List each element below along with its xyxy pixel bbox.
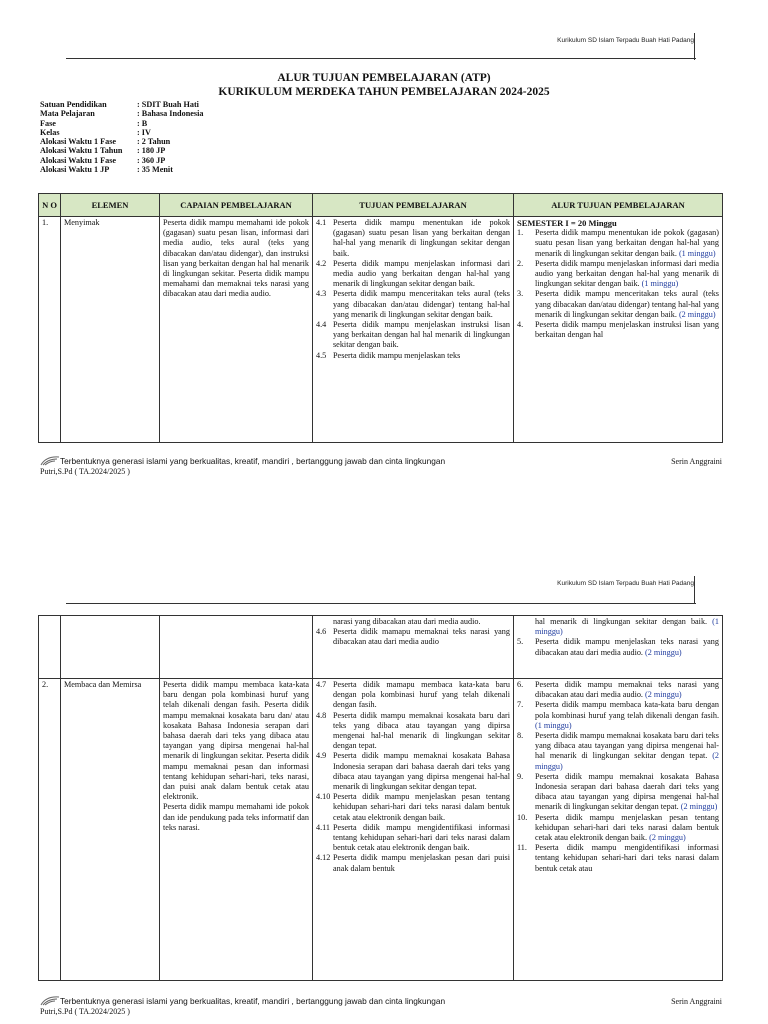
item-text-wrap [333,751,510,792]
item-text-wrap [535,289,719,320]
meta-value: : Bahasa Indonesia [137,109,204,119]
meta-key: Alokasi Waktu 1 Fase [40,137,117,147]
header-rule [66,603,696,604]
item-number: 4.1 [316,218,327,227]
meta-value: : 360 JP [137,155,166,165]
alur-item [517,617,719,637]
tujuan-item [316,627,510,647]
item-text-wrap [333,218,510,259]
item-number: 4.12 [316,853,331,863]
row-number: 2. [39,679,61,981]
item-text-wrap [333,259,510,290]
meta-value: : B [137,118,148,128]
item-text-wrap [535,228,719,259]
atp-table-page-2 [38,615,723,981]
alur-cell [514,679,723,981]
item-text-wrap [333,289,510,320]
item-text-wrap [535,772,719,813]
footer-author-cont: Putri,S.Pd ( TA.2024/2025 ) [40,1007,130,1016]
motto-text: Terbentuknya generasi islami yang berkualitas, kreatif, mandiri , bertanggung jawab dan cinta lingkungan [60,456,446,466]
tujuan-cell [313,217,514,443]
meta-row [40,146,203,155]
meta-value: : 180 JP [137,146,166,156]
meta-row [40,156,203,165]
item-text: Peserta didik mampu menjelaskan instruksi lisan yang berkaitan dengan hal hal menarik di lingkungan sekitar dengan baik. [333,320,510,350]
tujuan-item [316,218,510,259]
header-tujuan: TUJUAN PEMBELAJARAN [313,194,514,217]
duration-label: (2 minggu) [680,802,718,812]
item-number: 4.2 [316,258,327,268]
pen-icon [40,995,60,1006]
alur-item [517,637,719,657]
item-number: 9. [517,771,524,781]
footer-author: Serin Anggraini [671,997,722,1006]
capaian-cell: Peserta didik mampu memahami ide pokok (gagasan) suatu pesan lisan, informasi dari media audio, teks aural (teks yang dibacakan dan/atau didengar), dan instruksi lisan yang berkaitan dengan hal hal menarik di lingkungan sekitar. Peserta didik mampu memahami dan memaknai teks narasi yang dibacakan atau dari media audio. [160,217,313,443]
item-text: Peserta didik mampu memaknai kosakata baru dari teks yang dibaca atau tayangan yang dipirsa mengenai hal-hal menarik di lingkungan sekitar dengan tepat. [333,710,510,751]
duration-label: (2 minggu) [678,309,716,319]
meta-key: Alokasi Waktu 1 Fase [40,155,117,165]
item-number: 4.9 [316,751,327,761]
item-text: Peserta didik mampu menjelaskan pesan dari puisi anak dalam bentuk [333,853,510,873]
document-title: ALUR TUJUAN PEMBELAJARAN (ATP) [277,72,491,84]
meta-row [40,109,203,118]
alur-cell [514,217,723,443]
item-text: Peserta didik mampu membaca kata-kata baru dengan pola kombinasi huruf yang telah dikenali dengan fasih. [535,700,719,720]
header-alur: ALUR TUJUAN PEMBELAJARAN [514,194,723,217]
item-number: 2. [517,258,524,268]
tujuan-item [316,853,510,873]
alur-item [517,700,719,731]
item-text-wrap [535,637,719,657]
item-text: Peserta didik mampu memaknai kosakata baru dari teks yang dibaca atau tayangan yang dipirsa mengenai hal-hal menarik di lingkungan sekitar dengan tepat. [535,731,719,761]
item-text: Peserta didik mampu menjelaskan teks narasi yang dibacakan atau dari media audio. [535,637,719,657]
alur-item [517,680,719,700]
item-text: Peserta didik mampu mengidentifikasi informasi tentang kehidupan sehari-hari dari teks narasi dalam bentuk cetak atau [535,843,719,873]
item-number: 4.11 [316,822,331,832]
motto-text: Terbentuknya generasi islami yang berkualitas, kreatif, mandiri , bertanggung jawab dan cinta lingkungan [60,996,446,1006]
item-number: 6. [517,680,524,689]
footer-author-cont: Putri,S.Pd ( TA.2024/2025 ) [40,467,130,476]
item-text: Peserta didik mampu menjelaskan pesan tentang kehidupan sehari-hari dari teks narasi dalam bentuk cetak atau elektronik dengan baik. [333,792,510,822]
header-capaian: CAPAIAN PEMBELAJARAN [160,194,313,217]
item-text: Peserta didik mampu menjelaskan teks [333,350,461,360]
alur-item [517,320,719,340]
item-number: 10. [517,812,528,822]
meta-key: Mata Pelajaran [40,109,95,119]
atp-table-page-1 [38,193,723,443]
running-header: Kurikulum SD Islam Terpadu Buah Hati Padang [557,37,694,44]
duration-label: (1 minggu) [678,248,716,258]
item-text: narasi yang dibacakan atau dari media audio. [333,617,481,626]
tujuan-item [316,751,510,792]
item-text-wrap [333,711,510,752]
meta-row [40,165,203,174]
item-text-wrap [535,259,719,290]
item-number: 4.4 [316,320,327,330]
running-header: Kurikulum SD Islam Terpadu Buah Hati Padang [557,580,694,587]
duration-label: (1 minggu) [641,279,679,289]
item-text: Peserta didik mampu menjelaskan informasi dari media audio yang berkaitan dengan hal-hal yang menarik di lingkungan sekitar dengan baik. [535,258,719,289]
document-subtitle: KURIKULUM MERDEKA TAHUN PEMBELAJARAN 2024-2025 [218,86,550,98]
item-text-wrap [535,731,719,772]
tujuan-item [316,617,510,627]
item-text: Peserta didik mampu menentukan ide pokok (gagasan) suatu pesan lisan yang berkaitan dengan hal-hal yang menarik di lingkungan sekitar dengan baik. [535,228,719,258]
row-number: 1. [39,217,61,443]
tujuan-item [316,711,510,752]
item-text: Peserta didik mampu memaknai teks narasi yang dibacakan atau dari media audio. [535,680,719,700]
meta-value: : 35 Menit [137,165,173,175]
item-text-wrap [535,617,719,637]
meta-row [40,128,203,137]
header-divider [694,33,695,60]
header-no: N O [39,194,61,217]
item-text-wrap [333,680,510,711]
footer-author: Serin Anggraini [671,457,722,466]
capaian-text-2: Peserta didik mampu memahami ide pokok dan ide pendukung pada teks informatif dan teks narasi. [163,802,309,832]
tujuan-item [316,351,510,361]
meta-key: Kelas [40,127,60,137]
item-number [316,617,333,627]
alur-item [517,772,719,813]
item-number: 11. [517,843,527,853]
meta-key: Alokasi Waktu 1 Tahun [40,146,123,156]
item-text-wrap [535,320,719,340]
item-text: Peserta didik mampu menentukan ide pokok (gagasan) suatu pesan lisan yang berkaitan dengan hal-hal yang menarik di lingkungan sekitar dengan baik. [333,218,510,258]
meta-row [40,119,203,128]
meta-row [40,100,203,109]
elemen-cell: Membaca dan Memirsa [61,679,160,981]
footer-motto [40,455,445,466]
item-text: Peserta didik mampu memaknai kosakata Bahasa Indonesia serapan dari bahasa daerah dari teks yang dibaca atau tayangan yang dipirsa mengenai hal-hal menarik di lingkungan sekitar dengan tepat. [535,771,719,812]
header-divider [694,576,695,603]
document-page-2 [0,570,768,1024]
item-number: 4. [517,320,524,330]
duration-label: (2 minggu) [535,751,720,771]
duration-label: (1 minggu) [535,720,572,730]
item-text-wrap [333,792,510,823]
tujuan-item [316,680,510,711]
item-text-wrap [333,617,510,627]
item-text: Peserta didik mamapu memaknai teks narasi yang dibacakan atau dari media audio [333,627,510,647]
capaian-text: Peserta didik mampu membaca kata-kata baru dengan pola kombinasi huruf yang telah dikenali dengan fasih. Peserta didik mampu memaknai kosakata baru dan/ atau kosakata Bahasa Indonesia serapan dari bahasa daerah dari teks yang dibaca atau tayangan yang dipirsa mengenai hal-hal menarik di lingkungan sekitar. Peserta didik mampu memaknai pesan dan informasi tentang kehidupan sehari-hari, teks narasi, dan puisi anak dalam bentuk cetak atau elektronik. [163,680,309,802]
item-number: 4.8 [316,710,327,720]
header-rule [66,58,696,59]
item-text: Peserta didik mamapu membaca kata-kata baru dengan pola kombinasi huruf yang telah dikenali dengan fasih. [333,680,510,710]
duration-label: (2 minggu) [645,690,682,700]
item-text: Peserta didik mampu menjelaskan informasi dari media audio yang berkaitan dengan hal-hal yang menarik di lingkungan sekitar dengan baik. [333,258,510,289]
meta-row [40,137,203,146]
meta-key: Alokasi Waktu 1 JP [40,165,110,175]
item-text-wrap [535,813,719,844]
cont-alur-cell [514,616,723,679]
header-elemen: ELEMEN [61,194,160,217]
alur-item [517,843,719,874]
footer-motto [40,995,445,1006]
item-text-wrap [535,700,719,731]
item-number: 4.3 [316,289,327,299]
item-number: 5. [517,637,524,647]
tujuan-item [316,320,510,351]
alur-item [517,228,719,259]
item-number: 8. [517,731,524,741]
item-text: Peserta didik mampu memaknai kosakata Bahasa Indonesia serapan dari bahasa daerah dari teks yang dibaca atau tayangan yang dipirsa mengenai hal-hal menarik di lingkungan sekitar dengan tepat. [333,751,510,792]
cont-capaian-cell [160,616,313,679]
meta-info [40,100,203,174]
duration-label: (2 minggu) [649,833,686,843]
alur-item [517,259,719,290]
semester-label: SEMESTER I = 20 Minggu [517,218,617,228]
item-text-wrap [333,627,510,647]
item-text: Peserta didik mampu menceritakan teks aural (teks yang dibacakan dan/atau didengar) tentang hal-hal yang menarik di lingkungan sekitar dengan baik. [535,289,719,319]
tujuan-item [316,792,510,823]
item-number: 1. [517,228,524,238]
item-text: hal menarik di lingkungan sekitar dengan baik. [535,617,708,626]
meta-key: Satuan Pendidikan [40,100,107,109]
item-text-wrap [535,843,719,874]
item-text: Peserta didik mampu mengidentifikasi informasi tentang kehidupan sehari-hari dari teks narasi dalam bentuk cetak atau elektronik dengan baik. [333,822,510,853]
capaian-cell [160,679,313,981]
item-number: 4.7 [316,680,327,689]
tujuan-cell [313,679,514,981]
item-text-wrap [333,823,510,854]
item-number: 3. [517,289,524,299]
cont-tujuan-cell [313,616,514,679]
item-number: 4.5 [316,350,327,360]
meta-value: : IV [137,127,151,137]
tujuan-item [316,289,510,320]
elemen-cell: Menyimak [61,217,160,443]
item-text: Peserta didik mampu menceritakan teks aural (teks yang dibacakan dan/atau didengar) tentang hal-hal yang menarik di lingkungan sekitar dengan baik. [333,289,510,319]
item-text-wrap [333,853,510,873]
alur-item [517,813,719,844]
item-text: Peserta didik mampu menjelaskan pesan tentang kehidupan sehari-hari dari teks narasi dalam bentuk cetak atau elektronik dengan baik. [535,812,719,843]
alur-item [517,289,719,320]
item-text-wrap [333,351,510,361]
meta-value: : 2 Tahun [137,137,171,147]
meta-value: : SDIT Buah Hati [137,100,199,109]
item-number: 4.6 [316,627,327,637]
item-number: 7. [517,700,524,710]
pen-icon [40,455,60,466]
item-number [517,617,535,637]
alur-item [517,731,719,772]
item-text-wrap [333,320,510,351]
item-text-wrap [535,680,719,700]
duration-label: (1 minggu) [535,617,719,637]
cont-elemen-cell [61,616,160,679]
duration-label: (2 minggu) [645,647,682,657]
meta-key: Fase [40,118,56,128]
tujuan-item [316,259,510,290]
item-text: Peserta didik mampu menjelaskan instruksi lisan yang berkaitan dengan hal [535,320,719,340]
item-number: 4.10 [316,792,331,802]
cont-no-cell [39,616,61,679]
tujuan-item [316,823,510,854]
